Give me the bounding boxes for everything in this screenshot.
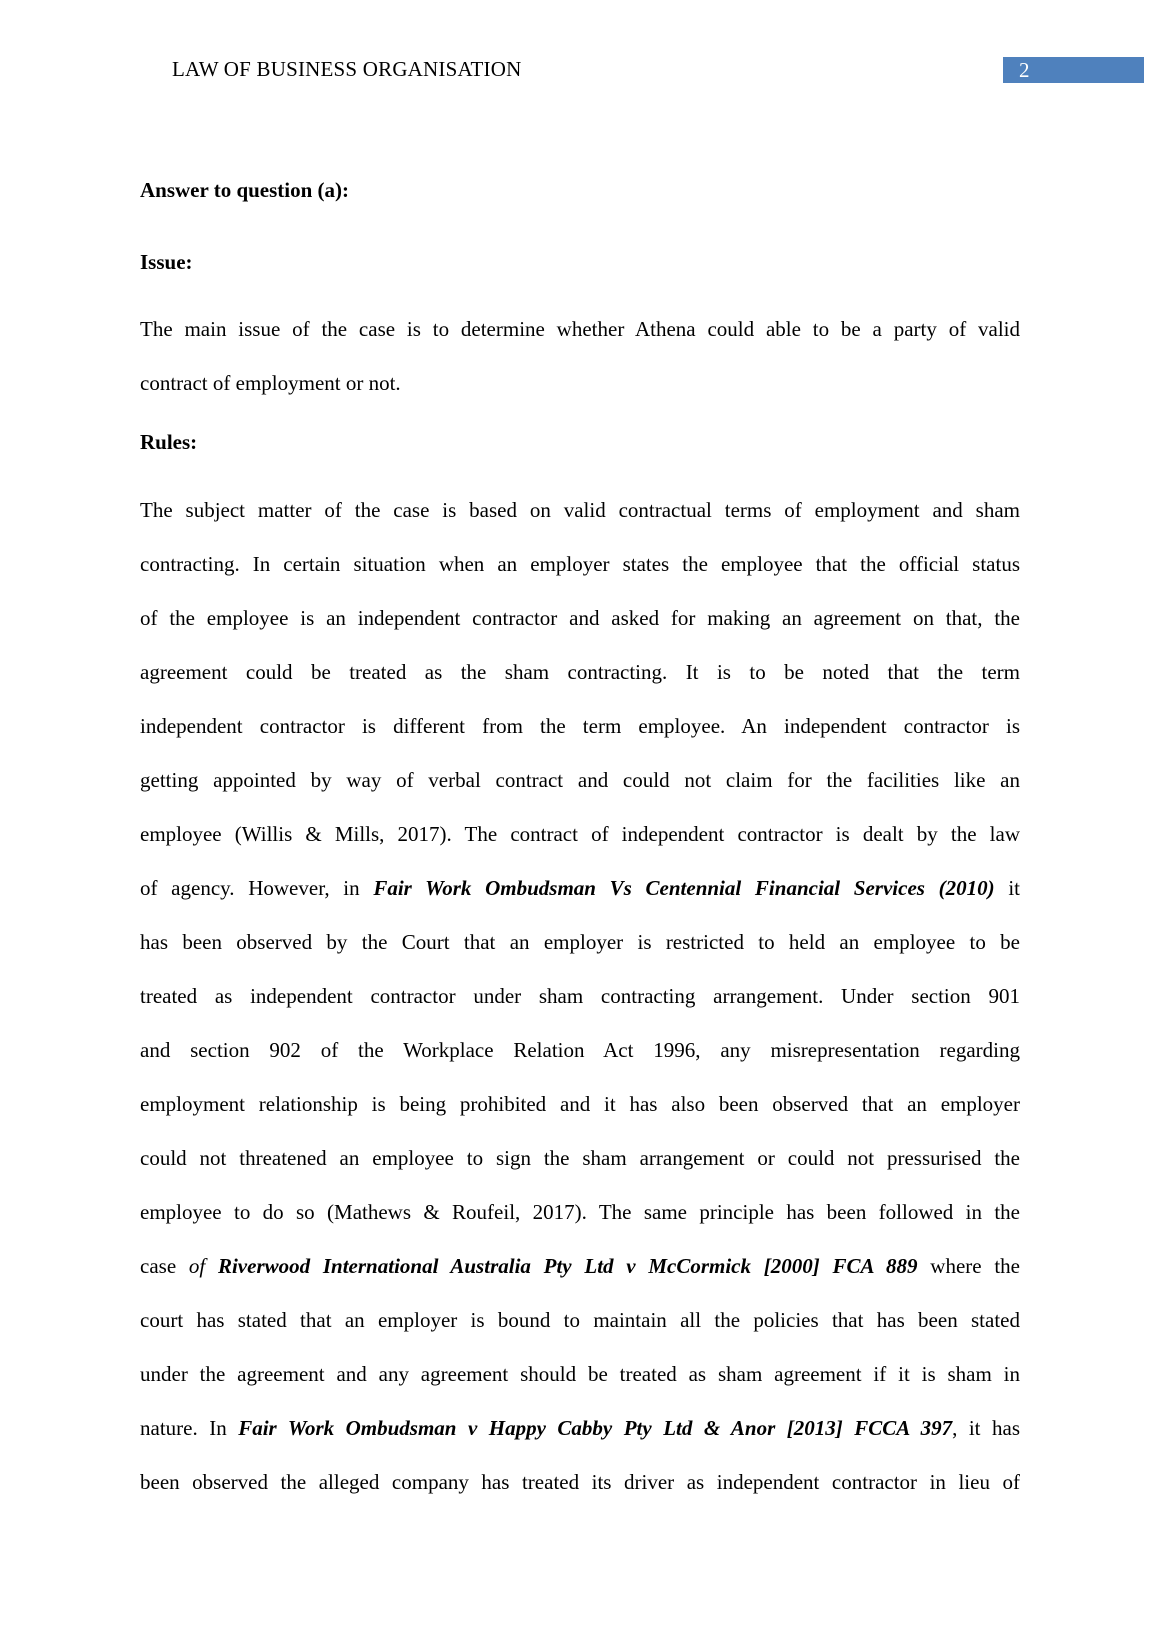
running-header: LAW OF BUSINESS ORGANISATION — [172, 57, 522, 81]
rules-text: of agency. However, in — [140, 876, 374, 900]
rules-line: court has stated that an employer is bound to maintain all the policies that has been stated — [140, 1308, 1020, 1332]
case-citation: Fair Work Ombudsman v Happy Cabby Pty Ltd & Anor [2013] FCCA 397 — [238, 1416, 953, 1440]
page-number: 2 — [1019, 58, 1030, 82]
rules-line: and section 902 of the Workplace Relation Act 1996, any misrepresentation regarding — [140, 1038, 1020, 1062]
rules-text: where the — [917, 1254, 1020, 1278]
case-citation: Riverwood International Australia Pty Ltd v McCormick [2000] FCA 889 — [217, 1254, 918, 1278]
rules-line: getting appointed by way of verbal contract and could not claim for the facilities like an — [140, 768, 1020, 792]
case-citation: Fair Work Ombudsman Vs Centennial Financial Services (2010) — [373, 876, 995, 900]
rules-line — [140, 861, 1020, 915]
rules-line: been observed the alleged company has treated its driver as independent contractor in lieu of — [140, 1470, 1020, 1494]
answer-heading: Answer to question (a): — [140, 178, 350, 202]
rules-paragraph — [140, 483, 1020, 1509]
rules-heading: Rules: — [140, 430, 198, 454]
rules-line — [140, 1239, 1020, 1293]
issue-line: The main issue of the case is to determine whether Athena could able to be a party of valid — [140, 317, 1020, 341]
rules-line: under the agreement and any agreement should be treated as sham agreement if it is sham in — [140, 1362, 1020, 1386]
rules-text-italic: of — [188, 1254, 206, 1278]
rules-line: employee to do so (Mathews & Roufeil, 2017). The same principle has been followed in the — [140, 1200, 1020, 1224]
rules-text: it — [994, 876, 1020, 900]
rules-line — [140, 1401, 1020, 1455]
rules-line: could not threatened an employee to sign the sham arrangement or could not pressurised the — [140, 1146, 1020, 1170]
issue-paragraph — [140, 302, 1020, 410]
issue-heading: Issue: — [140, 250, 193, 274]
issue-line: contract of employment or not. — [140, 371, 401, 395]
rules-line: of the employee is an independent contractor and asked for making an agreement on that, the — [140, 606, 1020, 630]
rules-line: independent contractor is different from the term employee. An independent contractor is — [140, 714, 1020, 738]
rules-line: contracting. In certain situation when an employer states the employee that the official status — [140, 552, 1020, 576]
rules-line: employee (Willis & Mills, 2017). The contract of independent contractor is dealt by the law — [140, 822, 1020, 846]
rules-line: agreement could be treated as the sham contracting. It is to be noted that the term — [140, 660, 1020, 684]
rules-text: case — [140, 1254, 189, 1278]
rules-line: treated as independent contractor under sham contracting arrangement. Under section 901 — [140, 984, 1020, 1008]
rules-text: nature. In — [140, 1416, 239, 1440]
rules-line: The subject matter of the case is based on valid contractual terms of employment and sham — [140, 498, 1020, 522]
rules-text: , it has — [952, 1416, 1020, 1440]
rules-line: has been observed by the Court that an employer is restricted to held an employee to be — [140, 930, 1020, 954]
page-number-box — [1003, 57, 1144, 83]
rules-line: employment relationship is being prohibited and it has also been observed that an employer — [140, 1092, 1020, 1116]
